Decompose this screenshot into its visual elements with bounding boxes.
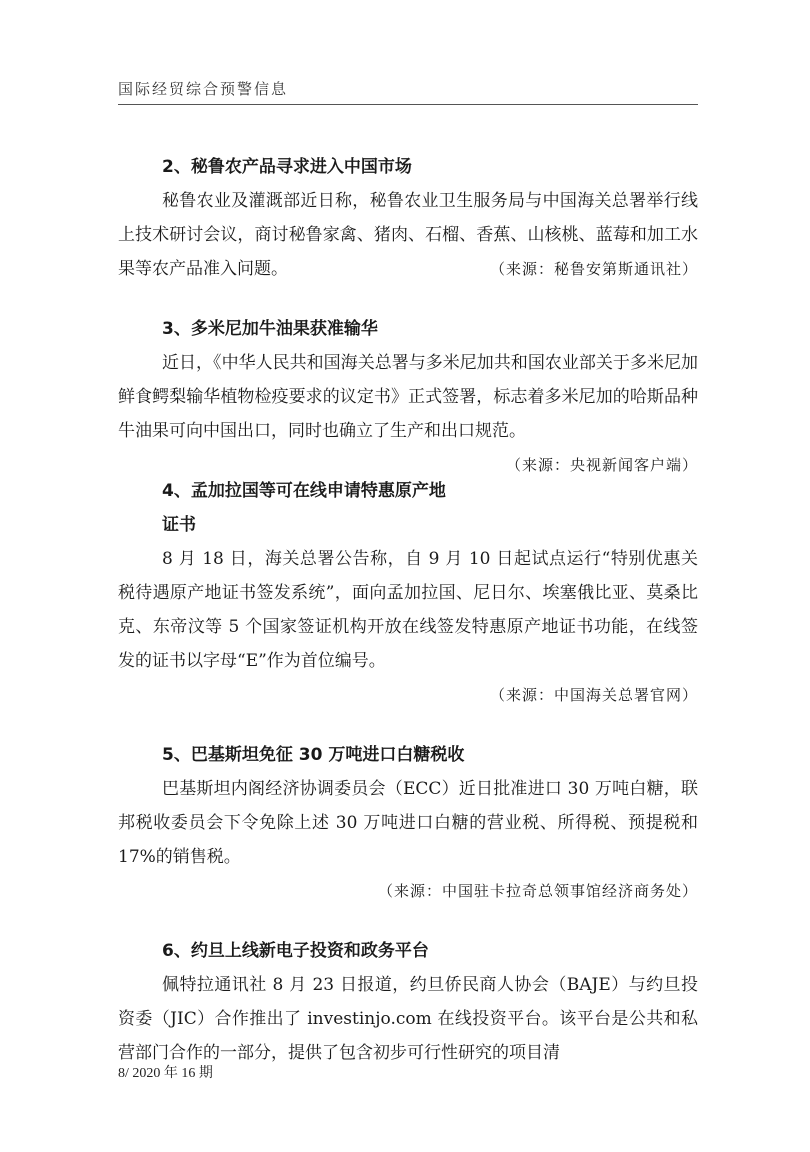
page-footer: 8/ 2020 年 16 期 [118,1066,213,1081]
news-item-body: 巴基斯坦内阁经济协调委员会（ECC）近日批准进口 30 万吨白糖，联邦税收委员会下令免除上述 30 万吨进口白糖的营业税、所得税、预提税和 17%的销售税。 [118,779,698,867]
news-item-source: （来源：中国驻卡拉奇总领事馆经济商务处） [377,882,698,900]
news-item [118,150,698,286]
news-item-title: 4、孟加拉国等可在线申请特惠原产地证书 [162,481,446,535]
news-item-body: 秘鲁农业及灌溉部近日称，秘鲁农业卫生服务局与中国海关总署举行线上技术研讨会议，商讨秘鲁家禽、猪肉、石榴、香蕉、山核桃、蓝莓和加工水果等农产品准入问题。 （来源：秘鲁安第斯通讯社） [118,184,698,286]
news-item-title: 5、巴基斯坦免征 30 万吨进口白糖税收 [162,745,465,765]
news-item-body: 佩特拉通讯社 8 月 23 日报道，约旦侨民商人协会（BAJE）与约旦投资委（JIC）合作推出了 investinjo.com 在线投资平台。该平台是公共和私营部门合作的一部分，提供了包含初步可行性研究的项目清 [118,975,698,1063]
news-item [118,934,698,1070]
news-item [118,312,698,474]
news-item [118,474,698,712]
news-item [118,738,698,908]
news-item-title: 2、秘鲁农产品寻求进入中国市场 [162,157,412,177]
news-item-body: 8 月 18 日，海关总署公告称，自 9 月 10 日起试点运行“特别优惠关税待遇原产地证书签发系统”，面向孟加拉国、尼日尔、埃塞俄比亚、莫桑比克、东帝汶等 5 个国家签证机构开放在线签发特惠原产地证书功能，在线签发的证书以字母“E”作为首位编号。 [118,549,698,671]
article-content [118,150,698,1096]
running-header: 国际经贸综合预警信息 [118,80,289,98]
news-item-source: （来源：央视新闻客户端） [505,456,698,474]
header-rule [118,104,698,105]
news-item-body: 近日，《中华人民共和国海关总署与多米尼加共和国农业部关于多米尼加鲜食鳄梨输华植物检疫要求的议定书》正式签署，标志着多米尼加的哈斯品种牛油果可向中国出口，同时也确立了生产和出口规范。 （来源：央视新闻客户端） [118,346,698,448]
news-item-title: 3、多米尼加牛油果获准输华 [162,319,378,339]
news-item-source: （来源：秘鲁安第斯通讯社） [489,260,698,278]
news-item-source: （来源：中国海关总署官网） [489,686,698,704]
news-item-title: 6、约旦上线新电子投资和政务平台 [162,941,429,961]
